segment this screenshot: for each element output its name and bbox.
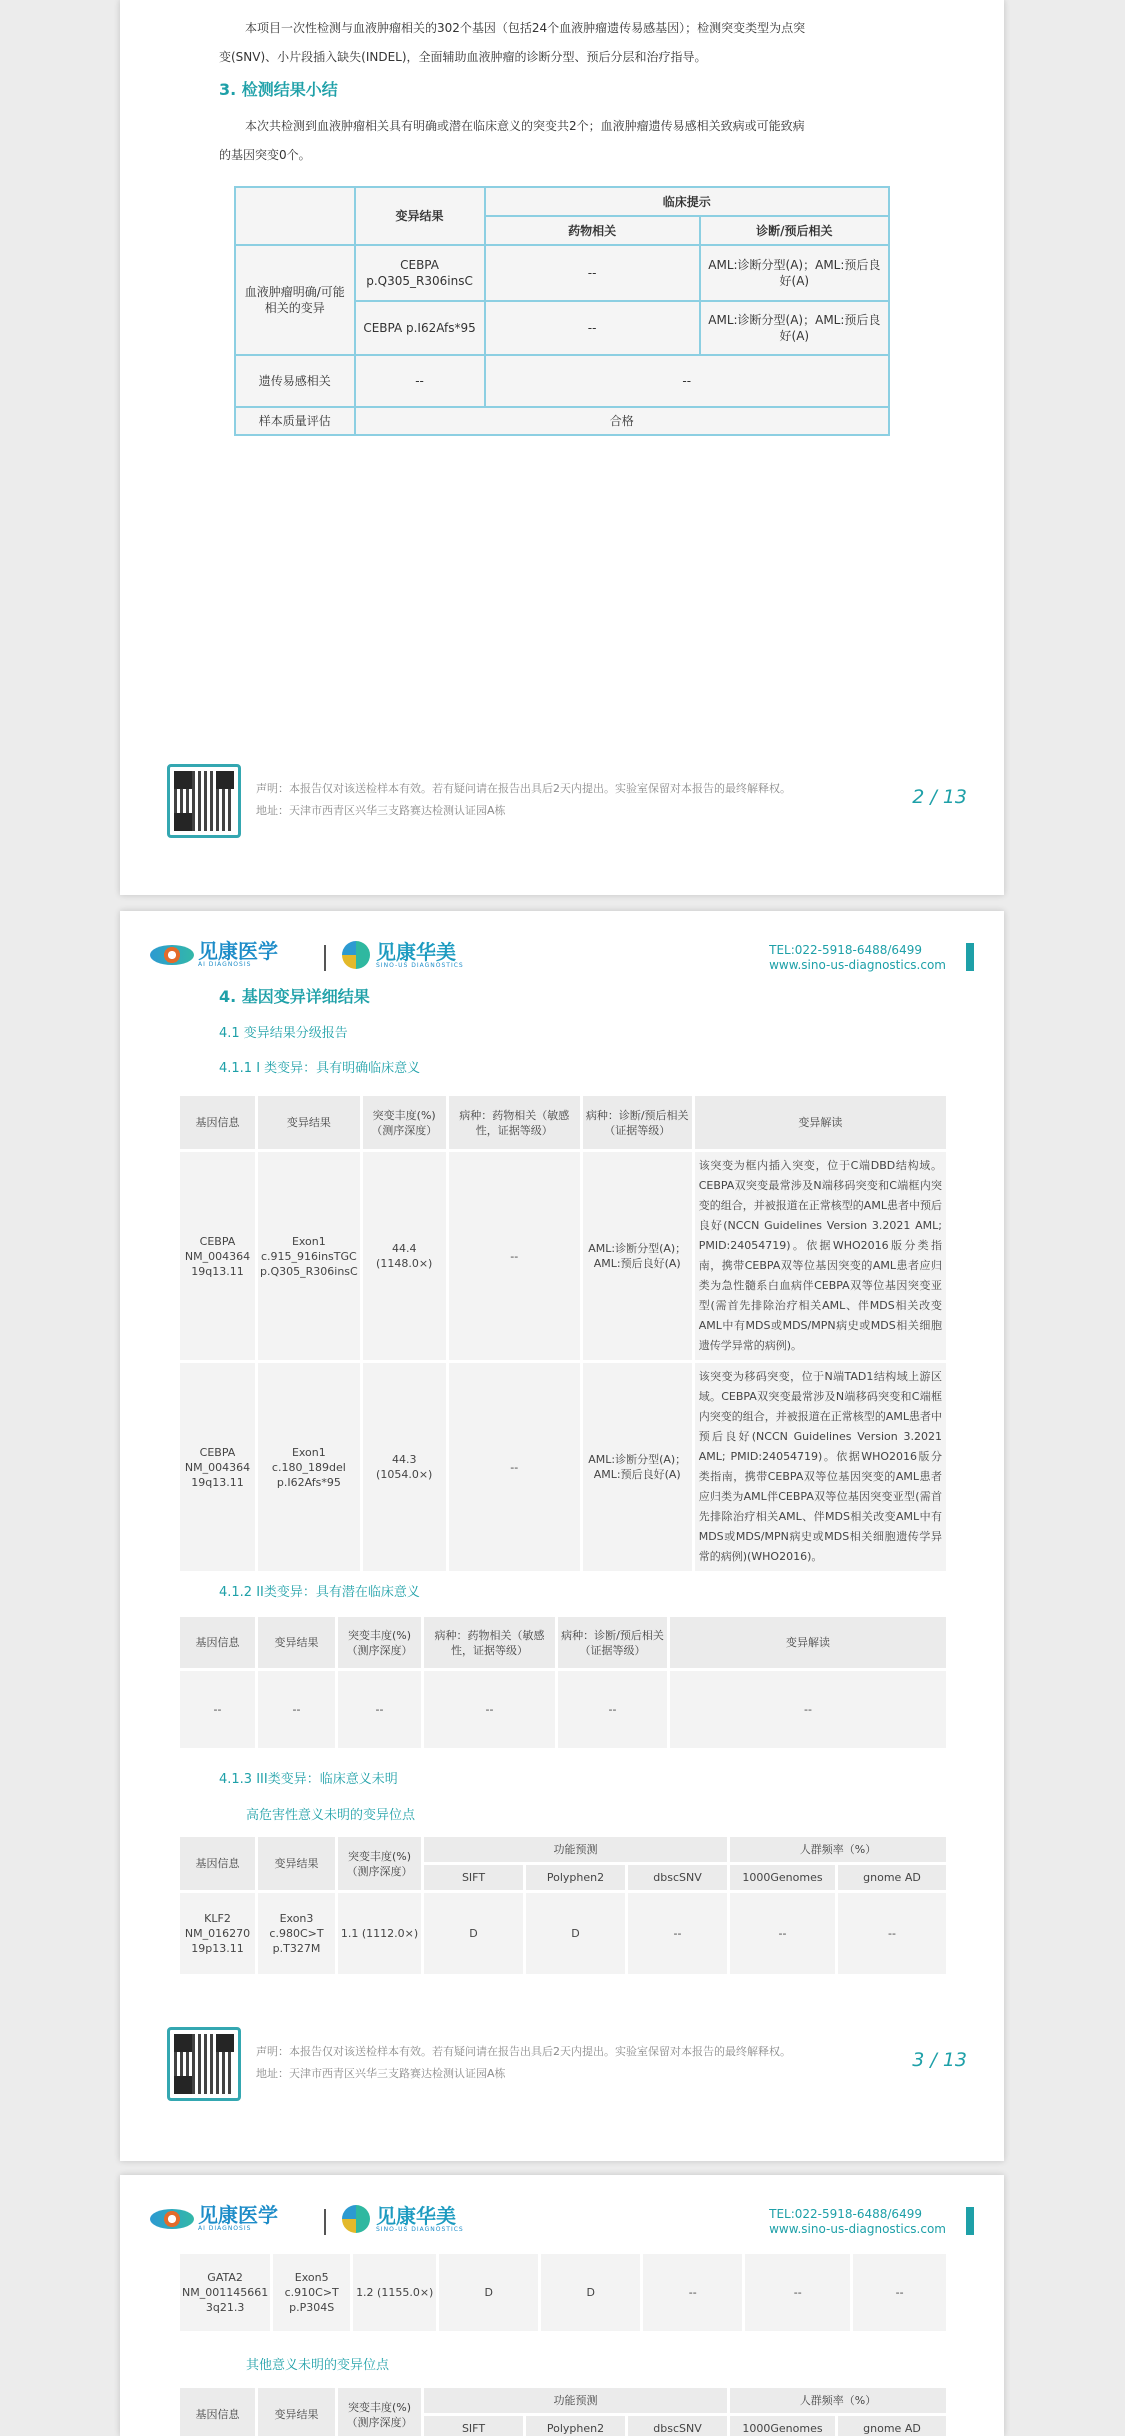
page-footer [167,2027,967,2103]
sino-us-logo-icon [342,2205,370,2233]
header-accent-bar [966,943,974,971]
variant-cell: CEBPA p.Q305_R306insC [355,245,485,301]
report-page-3 [120,911,1004,2161]
other-variants-table: 基因信息 变异结果 突变丰度(%)（测序深度） 功能预测 人群频率（%） SIFT Polyphen2 dbscSNV 1000Genomes gnome AD [177,2385,949,2436]
col-variant: 变异结果 [355,187,485,245]
logo-divider [324,2209,326,2235]
footer-statement: 声明：本报告仅对该送检样本有效。若有疑问请在报告出具后2天内提出。实验室保留对本报告的最终解释权。 [256,782,791,795]
sub-title-41: 4.1 变异结果分级报告 [219,1026,348,1041]
hereditary-variant: -- [355,355,485,407]
sub-title-411: 4.1.1 I 类变异：具有明确临床意义 [219,1061,421,1076]
qr-code-icon[interactable] [167,764,241,838]
hereditary-clinical: -- [485,355,889,407]
col-drug: 药物相关 [485,216,700,245]
logo-sino-us: 见康华美 SINO-US DIAGNOSTICS [342,2205,464,2233]
qr-code-icon[interactable] [167,2027,241,2101]
quality-label: 样本质量评估 [235,407,355,435]
report-page-2 [120,0,1004,895]
variant-cell: CEBPA p.I62Afs*95 [355,301,485,355]
page-number: 3 / 13 [912,2049,967,2071]
col-clinical: 临床提示 [485,187,889,216]
class3-table-continued [177,2251,949,2334]
intro-paragraph: 本项目一次性检测与血液肿瘤相关的302个基因（包括24个血液肿瘤遗传易感基因）；检测突变类型为点突 变(SNV)、小片段插入缺失(INDEL)，全面辅助血液肿瘤的诊断分型、预后分层和治疗指导。 [219,21,806,64]
logo-divider [324,945,326,971]
sub-title-413: 4.1.3 III类变异：临床意义未明 [219,1772,398,1787]
sub-title-high-risk: 高危害性意义未明的变异位点 [246,1808,416,1823]
table-row: -- -- -- -- -- -- [179,1670,948,1750]
row-group-label: 血液肿瘤明确/可能相关的变异 [235,245,355,355]
page-header [150,2195,974,2245]
table-row: CEBPA NM_004364 19q13.11 Exon1 c.915_916insTGC p.Q305_R306insC 44.4 (1148.0×) -- AML:诊断分型(A)；AML:预后良好(A) 该突变为框内插入突变，位于C端DBD结构域。CEBPA双突变最常涉及N端移码突变和C端框内突变的组合，并被报道在正常核型的AML患者中预后良好(NCCN Guidelines Version 3.2021 AML; PMID:24054719)。依据WHO2016版分类指南，携带CEBPA双等位基因突变的AML患者应归类为急性髓系白血病伴CEBPA双等位基因突变亚型(需首先排除治疗相关AML、伴MDS相关改变AML中有MDS或MDS/MPN病史或MDS相关细胞遗传学异常的病例)。 [179,1151,948,1362]
footer-address: 地址：天津市西青区兴华三支路赛达检测认证园A栋 [256,804,506,817]
contact-info: TEL:022-5918-6488/6499 www.sino-us-diagnostics.com [769,943,946,972]
footer-address: 地址：天津市西青区兴华三支路赛达检测认证园A栋 [256,2067,506,2080]
table-row: KLF2 NM_016270 19p13.11 Exon3 c.980C>T p.T327M 1.1 (1112.0×) D D -- -- -- [179,1892,948,1976]
eye-logo-icon [150,945,194,965]
logo-ai-diagnosis: 见康医学 AI DIAGNOSIS [150,2205,278,2232]
section-title-details: 4. 基因变异详细结果 [219,987,370,1006]
sub-title-other: 其他意义未明的变异位点 [246,2358,390,2373]
logo-ai-diagnosis: 见康医学 AI DIAGNOSIS [150,941,278,968]
class2-table: 基因信息 变异结果 突变丰度(%)（测序深度） 病种：药物相关（敏感性，证据等级） 病种：诊断/预后相关（证据等级） 变异解读 -- -- -- -- -- -- [177,1614,949,1751]
table-row: GATA2 NM_001145661 3q21.3 Exon5 c.910C>T p.P304S 1.2 (1155.0×) D D -- -- -- [179,2253,948,2333]
header-accent-bar [966,2207,974,2235]
summary-paragraph: 本次共检测到血液肿瘤相关具有明确或潜在临床意义的突变共2个；血液肿瘤遗传易感相关致病或可能致病 的基因突变0个。 [219,119,805,162]
drug-cell: -- [485,245,700,301]
class3-table: 基因信息 变异结果 突变丰度(%)（测序深度） 功能预测 人群频率（%） SIFT Polyphen2 dbscSNV 1000Genomes gnome AD KLF2 NM_016270 19p13.11 Exon3 c.980C>T p.T327M 1.1 (1112.0×) D D -- -- -- [177,1834,949,1977]
quality-value: 合格 [355,407,889,435]
col-diag: 诊断/预后相关 [700,216,889,245]
eye-logo-icon [150,2209,194,2229]
website-link[interactable]: www.sino-us-diagnostics.com [769,2222,946,2236]
report-page-4 [120,2175,1004,2436]
logo-sino-us: 见康华美 SINO-US DIAGNOSTICS [342,941,464,969]
diag-cell: AML:诊断分型(A)；AML:预后良好(A) [700,301,889,355]
contact-info: TEL:022-5918-6488/6499 www.sino-us-diagnostics.com [769,2207,946,2236]
sino-us-logo-icon [342,941,370,969]
page-header [150,931,974,981]
page-number: 2 / 13 [912,786,967,808]
table-row: CEBPA NM_004364 19q13.11 Exon1 c.180_189del p.I62Afs*95 44.3 (1054.0×) -- AML:诊断分型(A)；AML:预后良好(A) 该突变为移码突变，位于N端TAD1结构域上游区域。CEBPA双突变最常涉及N端移码突变和C端框内突变的组合，并被报道在正常核型的AML患者中预后良好(NCCN Guidelines Version 3.2021 AML; PMID:24054719)。依据WHO2016版分类指南，携带CEBPA双等位基因突变的AML患者应归类为AML伴CEBPA双等位基因突变亚型(需首先排除治疗相关AML、伴MDS相关改变AML中有MDS或MDS/MPN病史或MDS相关细胞遗传学异常的病例)(WHO2016)。 [179,1362,948,1573]
page-footer [167,764,967,840]
summary-table [234,186,890,436]
section-title-summary: 3. 检测结果小结 [219,80,338,99]
website-link[interactable]: www.sino-us-diagnostics.com [769,958,946,972]
footer-statement: 声明：本报告仅对该送检样本有效。若有疑问请在报告出具后2天内提出。实验室保留对本报告的最终解释权。 [256,2045,791,2058]
class1-table: 基因信息 变异结果 突变丰度(%)（测序深度） 病种：药物相关（敏感性，证据等级） 病种：诊断/预后相关（证据等级） 变异解读 CEBPA NM_004364 19q13.11 Exon1 c.915_916insTGC p.Q305_R306insC 44.4 (1148.0×) -- AML:诊断分型(A)；AML:预后良好(A) 该突变为框内插入突变，位于C端DBD结构域。CEBPA双突变最常涉及N端移码突变和C端框内突变的组合，并被报道在正常核型的AML患者中预后良好(NCCN Guidelines Version 3.2021 AML; PMID:24054719)。依据WHO2016版分类指南，携带CEBPA双等位基因突变的AML患者应归类为急性髓系白血病伴CEBPA双等位基因突变亚型(需首先排除治疗相关AML、伴MDS相关改变AML中有MDS或MDS/MPN病史或MDS相关细胞遗传学异常的病例)。 CEBPA NM_004364 19q13.11 Exon1 c.180_189del p.I62Afs*95 44.3 (1054.0×) -- AML:诊断分型(A)；AML:预后良好(A) 该突变为移码突变，位于N端TAD1结构域上游区域。CEBPA双突变最常涉及N端移码突变和C端框内突变的组合，并被报道在正常核型的AML患者中预后良好(NCCN Guidelines Version 3.2021 AML; PMID:24054719)。依据WHO2016版分类指南，携带CEBPA双等位基因突变的AML患者应归类为AML伴CEBPA双等位基因突变亚型(需首先排除治疗相关AML、伴MDS相关改变AML中有MDS或MDS/MPN病史或MDS相关细胞遗传学异常的病例)(WHO2016)。 [177,1093,949,1574]
sub-title-412: 4.1.2 II类变异：具有潜在临床意义 [219,1585,420,1600]
hereditary-label: 遗传易感相关 [235,355,355,407]
diag-cell: AML:诊断分型(A)；AML:预后良好(A) [700,245,889,301]
drug-cell: -- [485,301,700,355]
